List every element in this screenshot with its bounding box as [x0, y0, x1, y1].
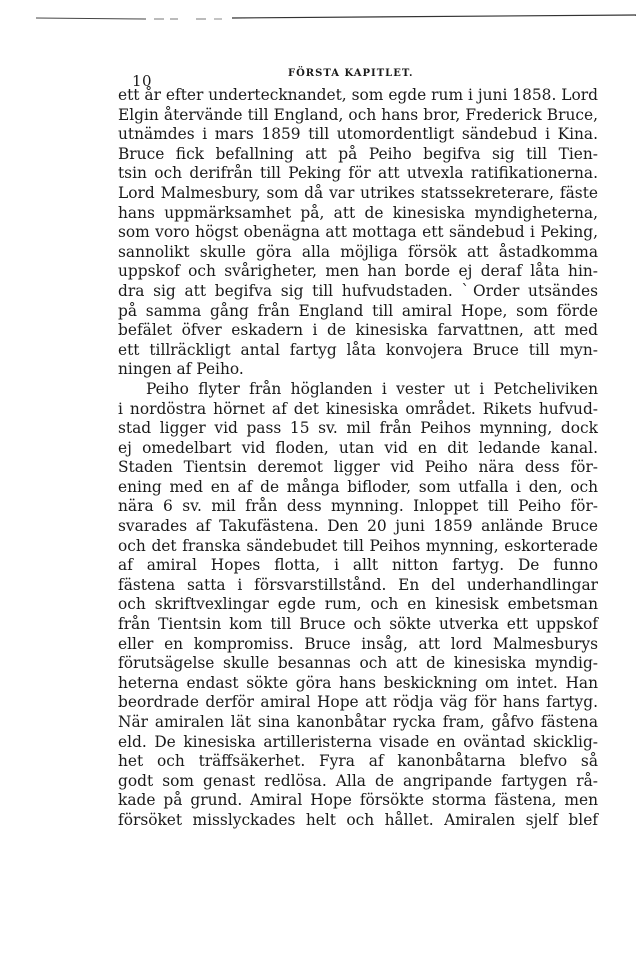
text-line: ett år efter undertecknandet, som egde rum i juni 1858. Lord [118, 86, 598, 104]
text-line: Staden Tientsin deremot ligger vid Peiho nära dess för- [118, 458, 598, 477]
text-line: ett tillräckligt antal fartyg låta konvojera Bruce till myn- [118, 340, 598, 359]
text-line: stad ligger vid pass 15 sv. mil från Peihos mynning, dock [118, 419, 598, 438]
top-rule [36, 12, 636, 26]
body-text [118, 86, 598, 831]
text-line: het och träffsäkerhet. Fyra af kanonbåtarna blefvo så [118, 752, 598, 771]
text-line: sannolikt skulle göra alla möjliga försök att åstadkomma [118, 242, 598, 261]
text-line: befälet öfver eskadern i de kinesiska farvattnen, att med [118, 321, 598, 340]
text-line: svarades af Takufästena. Den 20 juni 1859 anlände Bruce [118, 517, 598, 536]
text-line: ej omedelbart vid floden, utan vid en dit ledande kanal. [118, 438, 598, 457]
text-line: tsin och derifrån till Peking för att utvexla ratifikationerna. [118, 164, 598, 183]
text-line: Elgin återvände till England, och hans bror, Frederick Bruce, [118, 105, 598, 124]
paragraph [118, 380, 598, 831]
text-line: från Tientsin kom till Bruce och sökte utverka ett uppskof [118, 615, 598, 634]
text-line: kade på grund. Amiral Hope försökte storma fästena, men [118, 791, 598, 810]
page-number: 10 [132, 72, 153, 90]
text-line: heterna endast sökte göra hans beskickning om intet. Han [118, 673, 598, 692]
text-line: som voro högst obenägna att mottaga ett sändebud i Peking, [118, 223, 598, 242]
text-line: ening med en af de många bifloder, som utfalla i den, och [118, 477, 598, 496]
text-line: ningen af Peiho. [118, 360, 244, 379]
text-line: nära 6 sv. mil från dess mynning. Inloppet till Peiho för- [118, 497, 598, 516]
text-line: af amiral Hopes flotta, i allt nitton fartyg. De funno [118, 556, 598, 575]
text-line: godt som genast redlösa. Alla de angripande fartygen rå- [118, 771, 598, 790]
text-line: Lord Malmesbury, som då var utrikes statssekreterare, fäste [118, 183, 598, 202]
text-line: När amiralen lät sina kanonbåtar rycka fram, gåfvo fästena [118, 713, 598, 731]
text-line: förutsägelse skulle besannas och att de kinesiska myndig- [118, 654, 598, 673]
text-line: i nordöstra hörnet af det kinesiska området. Rikets hufvud- [118, 399, 598, 418]
text-line: fästena satta i försvarstillstånd. En del underhandlingar [118, 575, 598, 594]
text-line: utnämdes i mars 1859 till utomordentligt sändebud i Kina. [118, 125, 598, 144]
text-line: och skriftvexlingar egde rum, och en kinesisk embetsman [118, 595, 598, 614]
text-line: eller en kompromiss. Bruce insåg, att lord Malmesburys [118, 634, 598, 653]
text-line: Bruce fick befallning att på Peiho begifva sig till Tien- [118, 144, 598, 163]
text-line: försöket misslyckades helt och hållet. Amiralen sjelf blef [118, 810, 598, 829]
text-line: beordrade derför amiral Hope att rödja väg för hans fartyg. [118, 693, 598, 712]
text-line: eld. De kinesiska artilleristerna visade en oväntad skicklig- [118, 732, 598, 751]
text-line: hans uppmärksamhet på, att de kinesiska myndigheterna, [118, 203, 598, 222]
running-head: FÖRSTA KAPITLET. [288, 68, 414, 79]
text-line: uppskof och svårigheter, men han borde ej deraf låta hin- [118, 262, 598, 281]
text-line: dra sig att begifva sig till hufvudstaden. ˋOrder utsändes [118, 281, 598, 300]
paragraph [118, 86, 598, 380]
text-line: på samma gång från England till amiral Hope, som förde [118, 301, 598, 320]
text-line: och det franska sändebudet till Peihos mynning, eskorterade [118, 536, 598, 555]
text-line: Peiho flyter från höglanden i vester ut i Petcheliviken [146, 379, 598, 398]
